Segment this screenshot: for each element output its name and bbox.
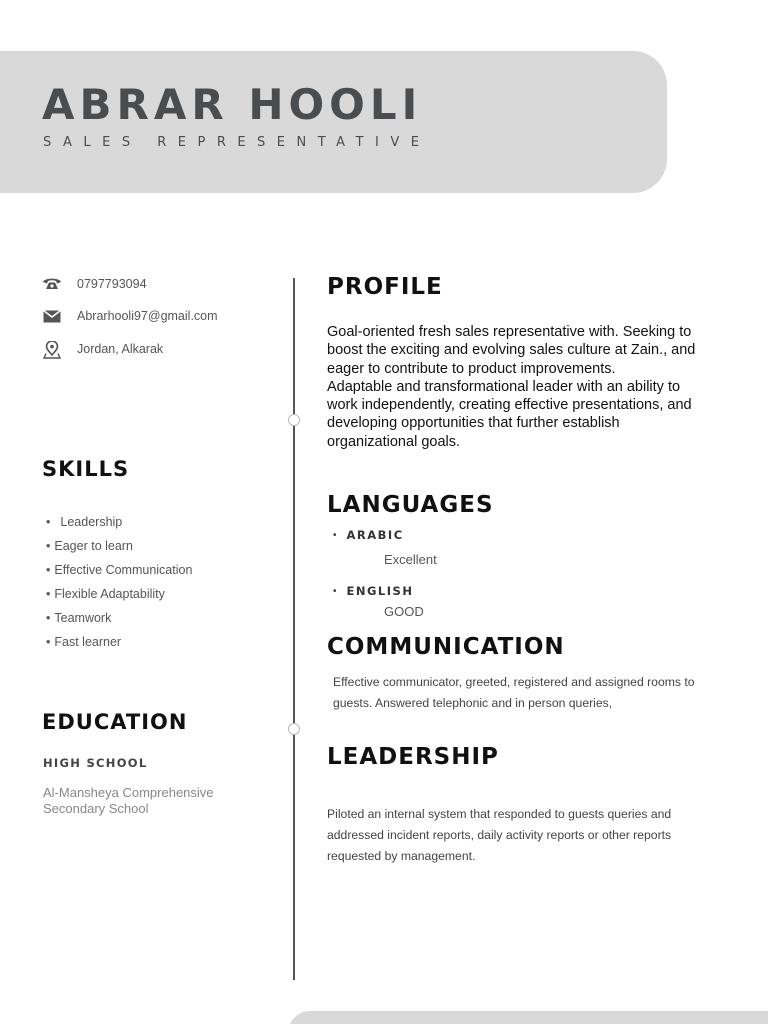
timeline-dot (288, 414, 300, 426)
leadership-text: Piloted an internal system that responded to guests queries and addressed incident reports, daily activity reports or other reports requested by management. (327, 807, 672, 863)
contact-email (42, 308, 218, 324)
candidate-role: SALES REPRESENTATIVE (43, 135, 431, 150)
skill-item: • Flexible Adaptability (46, 587, 165, 601)
footer-band (288, 1011, 768, 1024)
language-item: • ENGLISH (333, 584, 414, 598)
skill-item: • Leadership (46, 515, 123, 529)
candidate-name: ABRAR HOOLI (42, 80, 423, 129)
leadership-heading: LEADERSHIP (327, 744, 499, 770)
language-item: • ARABIC (333, 528, 404, 542)
education-school: Al-Mansheya Comprehensive Secondary School (43, 785, 214, 816)
phone-icon (42, 276, 62, 292)
skill-item: • Fast learner (46, 635, 122, 649)
education-heading: EDUCATION (42, 710, 188, 734)
language-level: Excellent (384, 552, 437, 567)
email-icon (42, 308, 62, 324)
profile-paragraph: Goal-oriented fresh sales representative with. Seeking to boost the exciting and evolving sales culture at Zain., and eager to contribute to product improvements. (327, 324, 696, 377)
communication-text: Effective communicator, greeted, registered and assigned rooms to guests. Answered telephonic and in person queries, (333, 675, 695, 710)
profile-text (327, 323, 697, 451)
timeline-dot (288, 723, 300, 735)
language-level: GOOD (384, 604, 424, 619)
language-name: ENGLISH (346, 584, 414, 598)
profile-paragraph: Adaptable and transformational leader with an ability to work independently, creating effective presentations, and developing opportunities that further establish organizational goals. (327, 378, 692, 450)
contact-location (42, 341, 163, 357)
education-level: HIGH SCHOOL (43, 756, 148, 770)
skills-heading: SKILLS (42, 457, 130, 481)
languages-heading: LANGUAGES (327, 492, 494, 518)
language-name: ARABIC (346, 528, 404, 542)
skill-item: • Teamwork (46, 611, 112, 625)
location-pin-icon (42, 341, 62, 357)
location-text: Jordan, Alkarak (77, 342, 164, 356)
skills-list (46, 512, 192, 656)
communication-heading: COMMUNICATION (327, 634, 565, 660)
timeline-divider (293, 278, 295, 980)
phone-number[interactable]: 0797793094 (77, 277, 147, 291)
contact-phone (42, 276, 147, 292)
email-address[interactable]: Abrarhooli97@gmail.com (77, 309, 218, 323)
profile-heading: PROFILE (327, 274, 443, 300)
skill-item: • Effective Communication (46, 563, 193, 577)
skill-item: • Eager to learn (46, 539, 133, 553)
